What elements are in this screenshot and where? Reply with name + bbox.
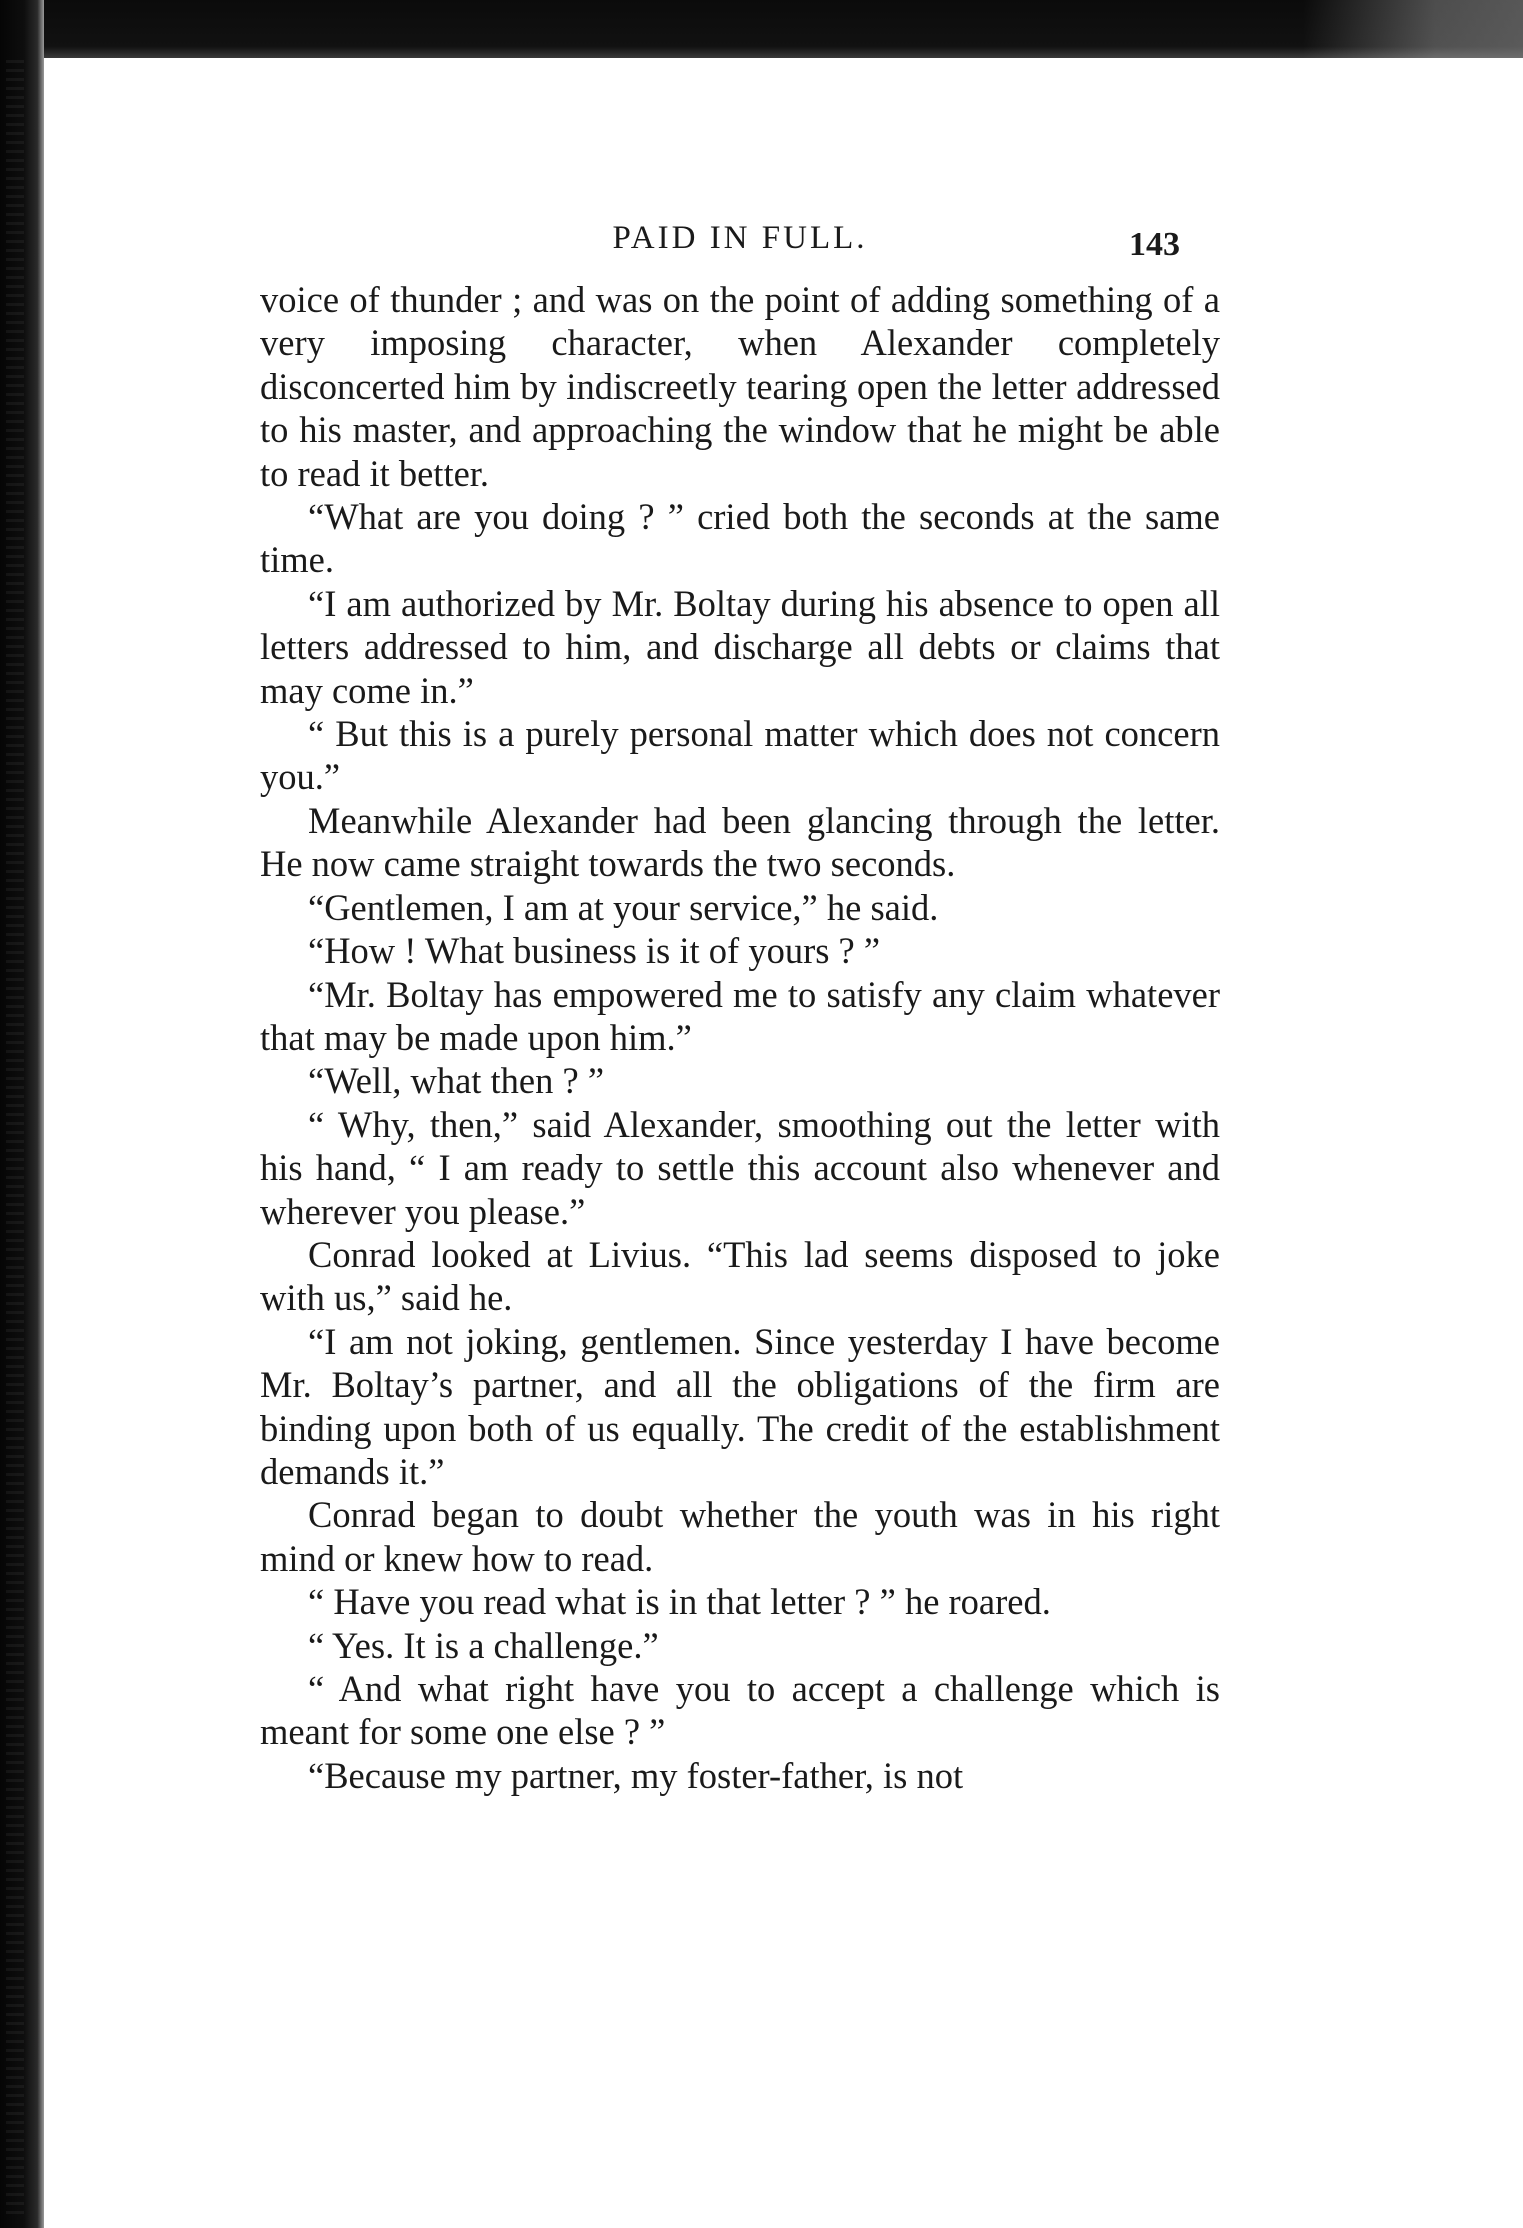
paragraph: “Because my partner, my foster-father, is not xyxy=(308,1754,964,1796)
paragraph: voice of thunder ; and was on the point of adding something of a very imposing character, when Alexander completely disconcerted him by indiscreetly tearing open the letter addressed to his master, and approaching the window that he might be able to read it better. xyxy=(260,279,1220,494)
page-number: 143 xyxy=(1129,226,1180,263)
paragraph: “Mr. Boltay has empowered me to satisfy any claim whatever that may be made upon him.” xyxy=(260,973,1220,1058)
paragraph: Conrad began to doubt whether the youth was in his right mind or knew how to read. xyxy=(260,1494,1220,1579)
paragraph: “ Why, then,” said Alexander, smoothing out the letter with his hand, “ I am ready to settle this account also whenever and wherever you please.” xyxy=(260,1103,1220,1232)
running-title: PAID IN FULL. xyxy=(612,220,868,256)
paragraph: “Gentlemen, I am at your service,” he said. xyxy=(308,886,939,928)
paragraph: Meanwhile Alexander had been glancing through the letter. He now came straight towards the two seconds. xyxy=(260,799,1220,885)
paragraph: “Well, what then ? ” xyxy=(308,1060,605,1102)
paragraph: “ Yes. It is a challenge.” xyxy=(308,1624,659,1666)
running-head xyxy=(260,210,1220,270)
scan-top-edge xyxy=(0,0,1523,58)
paragraph: “ But this is a purely personal matter which does not concern you.” xyxy=(260,713,1220,798)
paragraph: “I am authorized by Mr. Boltay during his absence to open all letters addressed to him, and discharge all debts or claims that may come in.” xyxy=(260,582,1220,711)
paragraph: “What are you doing ? ” cried both the seconds at the same time. xyxy=(260,496,1220,581)
scan-left-edge-texture xyxy=(6,60,24,2220)
book-page xyxy=(260,210,1220,1797)
paragraph: Conrad looked at Livius. “This lad seems disposed to joke with us,” said he. xyxy=(260,1233,1220,1319)
paragraph: “ And what right have you to accept a challenge which is meant for some one else ? ” xyxy=(260,1668,1220,1753)
paragraph: “I am not joking, gentlemen. Since yesterday I have become Mr. Boltay’s partner, and all the obligations of the firm are binding upon both of us equally. The credit of the establishment demands it.” xyxy=(260,1320,1220,1492)
body-text xyxy=(260,278,1220,1797)
paragraph: “ Have you read what is in that letter ? ” he roared. xyxy=(308,1581,1051,1623)
paragraph: “How ! What business is it of yours ? ” xyxy=(308,930,881,972)
scan-top-edge-fade xyxy=(1303,0,1523,58)
